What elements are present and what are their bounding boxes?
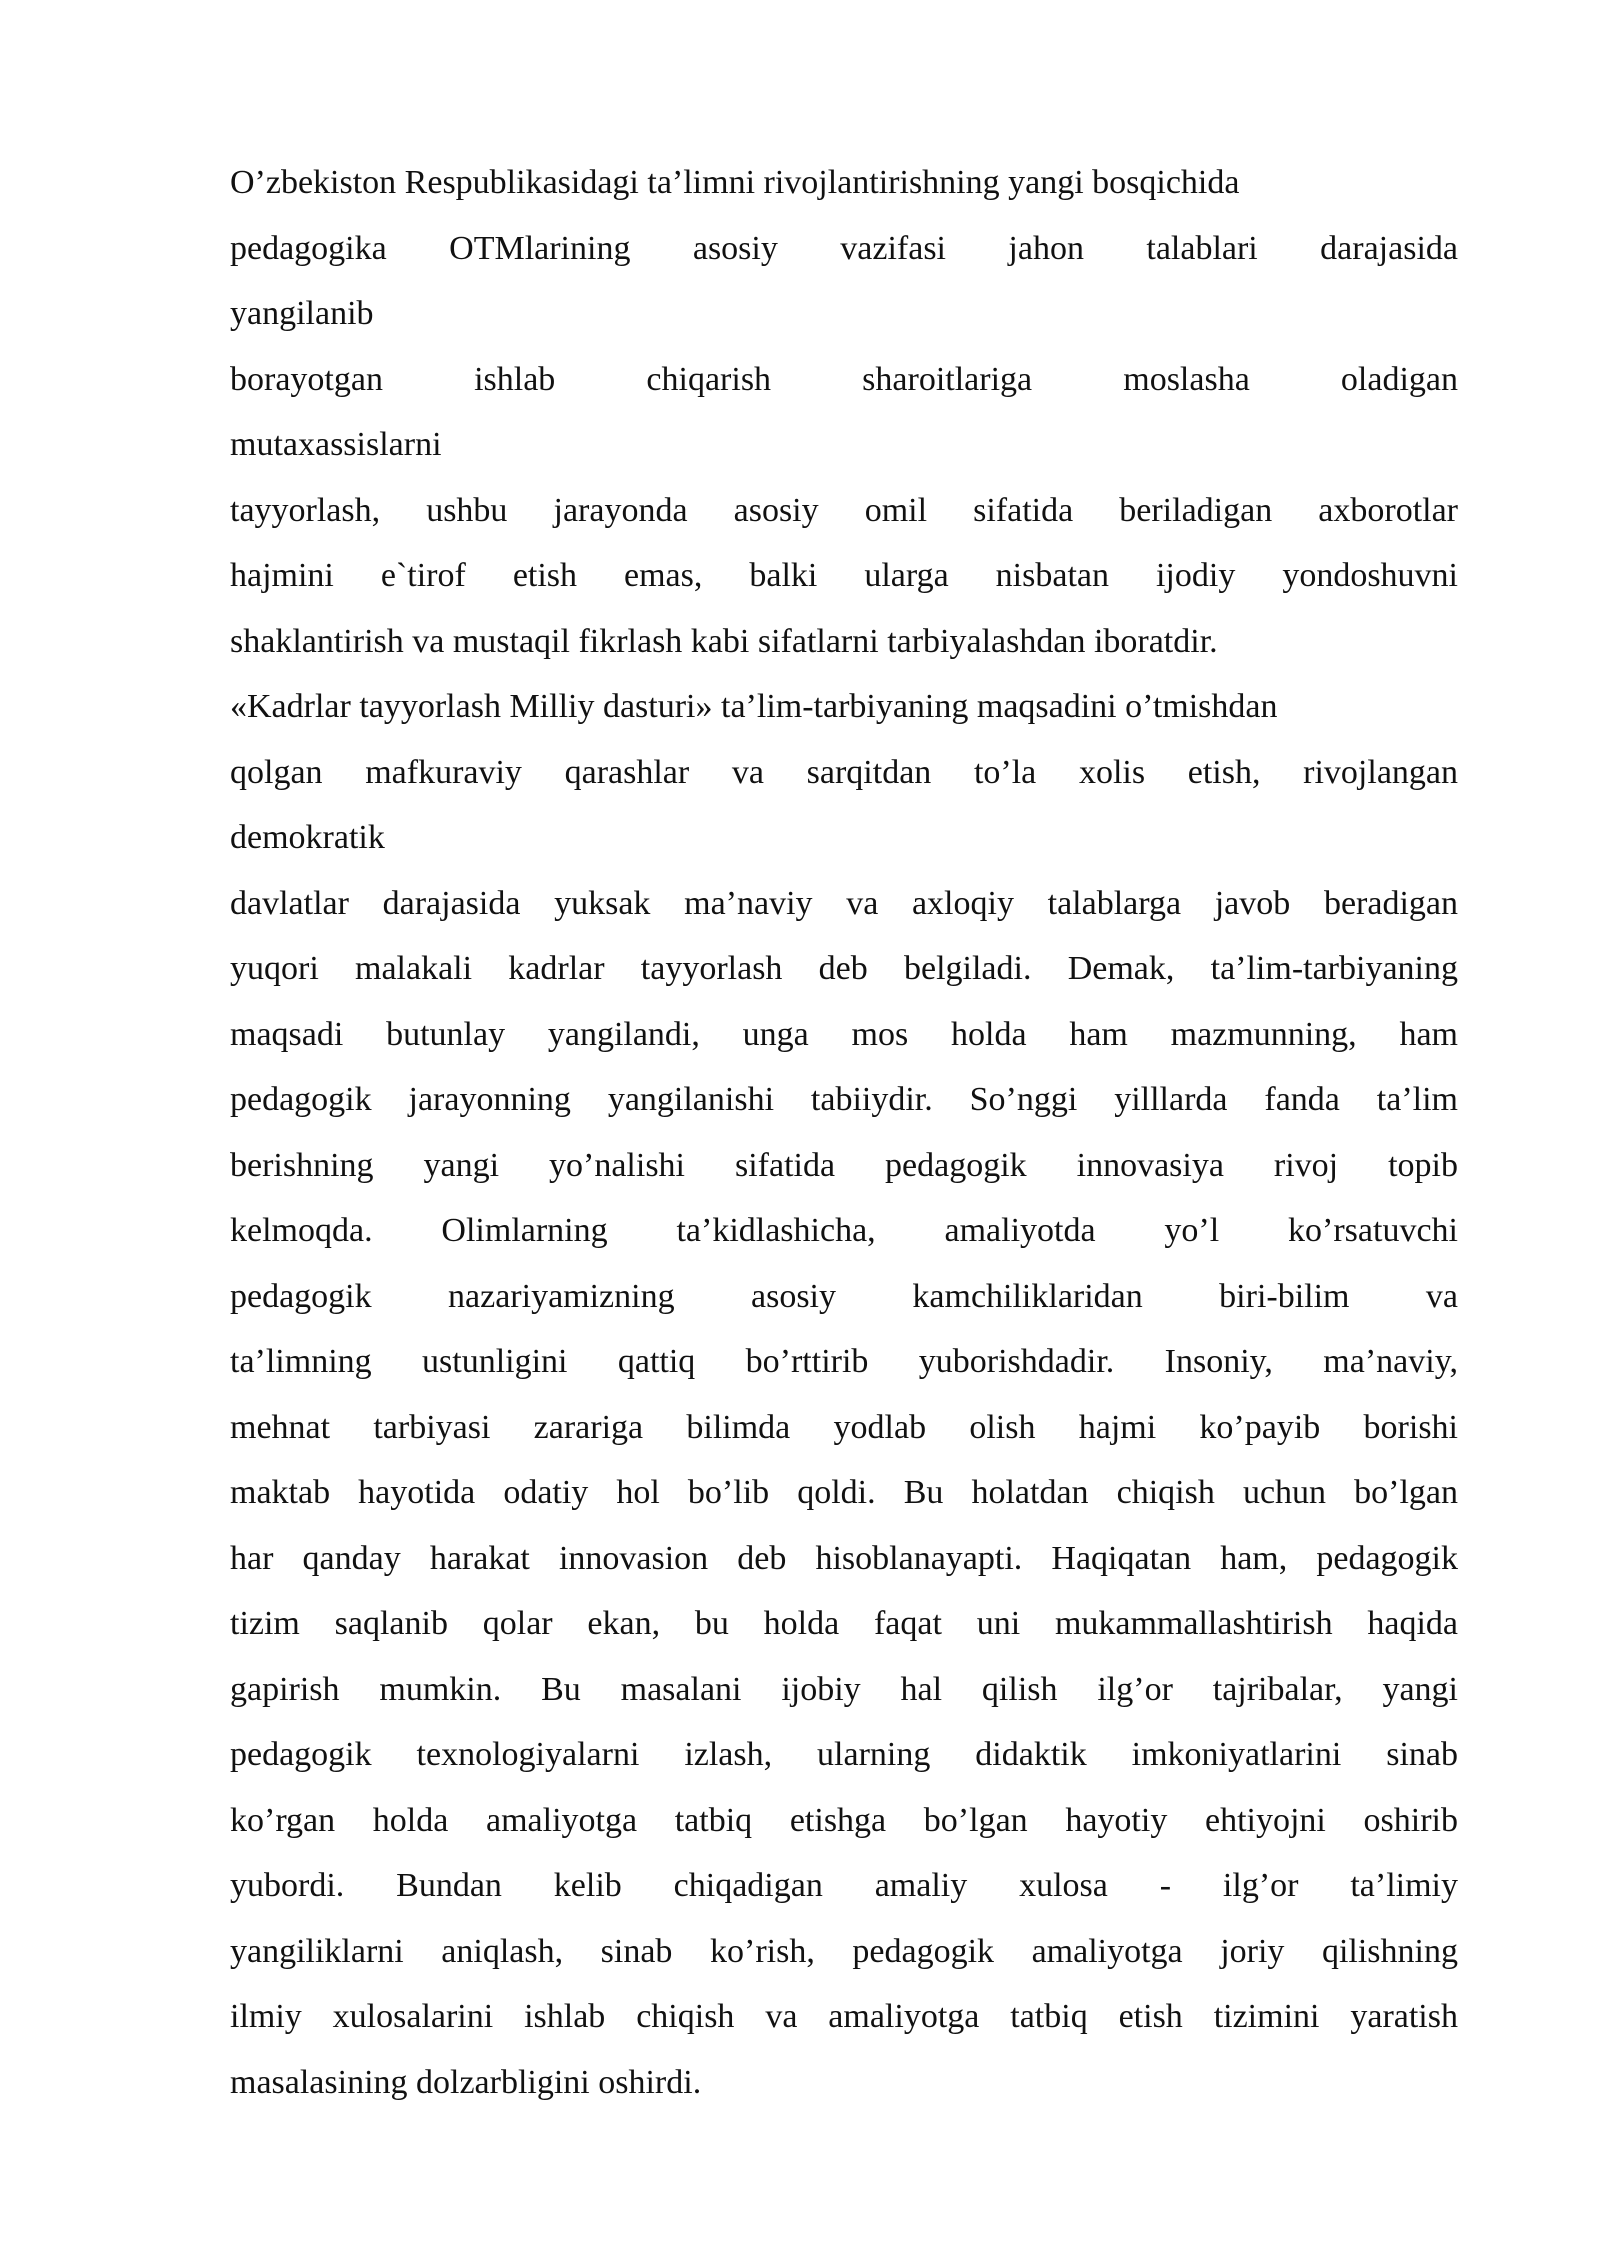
text-line: yangilanib — [230, 295, 374, 332]
text-line: pedagogik texnologiyalarni izlash, ularning didaktik imkoniyatlarini sinab — [230, 1736, 1458, 1773]
text-line: mehnat tarbiyasi zarariga bilimda yodlab olish hajmi ko’payib borishi — [230, 1408, 1458, 1446]
text-line: tizim saqlanib qolar ekan, bu holda faqat uni mukammallashtirish haqida — [230, 1605, 1458, 1642]
text-line: ta’limning ustunligini qattiq bo’rttirib yuborishdadir. Insoniy, ma’naviy, — [230, 1343, 1458, 1380]
text-line: gapirish mumkin. Bu masalani ijobiy hal qilish ilg’or tajribalar, yangi — [230, 1670, 1458, 1708]
text-line: ilmiy xulosalarini ishlab chiqish va amaliyotga tatbiq etish tizimini yaratish — [230, 1998, 1458, 2035]
text-line: maktab hayotida odatiy hol bo’lib qoldi. Bu holatdan chiqish uchun bo’lgan — [230, 1474, 1458, 1511]
text-line: borayotgan ishlab chiqarish sharoitlariga moslasha oladigan — [230, 360, 1458, 398]
text-line: shaklantirish va mustaqil fikrlash kabi sifatlarni tarbiyalashdan iboratdir. — [230, 622, 1218, 660]
text-line: yuqori malakali kadrlar tayyorlash deb belgiladi. Demak, ta’lim-tarbiyaning — [230, 950, 1458, 987]
text-line: yubordi. Bundan kelib chiqadigan amaliy xulosa - ilg’or ta’limiy — [230, 1867, 1458, 1904]
text-line: pedagogik jarayonning yangilanishi tabiiydir. So’nggi yilllarda fanda ta’lim — [230, 1081, 1458, 1118]
text-line: hajmini e`tirof etish emas, balki ularga nisbatan ijodiy yondoshuvni — [230, 557, 1458, 594]
text-line: «Kadrlar tayyorlash Milliy dasturi» ta’lim-tarbiyaning maqsadini o’tmishdan — [230, 688, 1278, 725]
text-line: O’zbekiston Respublikasidagi ta’limni rivojlantirishning yangi bosqichida — [230, 164, 1240, 201]
text-line: yangiliklarni aniqlash, sinab ko’rish, pedagogik amaliyotga joriy qilishning — [230, 1932, 1458, 1970]
text-line: davlatlar darajasida yuksak ma’naviy va axloqiy talablarga javob beradigan — [230, 884, 1458, 922]
text-line: demokratik — [230, 819, 385, 856]
text-line: pedagogika OTMlarining asosiy vazifasi jahon talablari darajasida — [230, 229, 1458, 267]
body-text — [230, 150, 1458, 2115]
text-line: ko’rgan holda amaliyotga tatbiq etishga bo’lgan hayotiy ehtiyojni oshirib — [230, 1801, 1458, 1839]
text-line: maqsadi butunlay yangilandi, unga mos holda ham mazmunning, ham — [230, 1015, 1458, 1053]
text-line: har qanday harakat innovasion deb hisoblanayapti. Haqiqatan ham, pedagogik — [230, 1539, 1458, 1577]
text-line: berishning yangi yo’nalishi sifatida pedagogik innovasiya rivoj topib — [230, 1146, 1458, 1184]
text-line: qolgan mafkuraviy qarashlar va sarqitdan to’la xolis etish, rivojlangan — [230, 753, 1458, 791]
text-line: mutaxassislarni — [230, 426, 442, 463]
text-line: pedagogik nazariyamizning asosiy kamchiliklaridan biri-bilim va — [230, 1277, 1458, 1315]
text-line: tayyorlash, ushbu jarayonda asosiy omil sifatida beriladigan axborotlar — [230, 491, 1458, 529]
text-line: masalasining dolzarbligini oshirdi. — [230, 2063, 702, 2101]
text-line: kelmoqda. Olimlarning ta’kidlashicha, amaliyotda yo’l ko’rsatuvchi — [230, 1212, 1458, 1249]
